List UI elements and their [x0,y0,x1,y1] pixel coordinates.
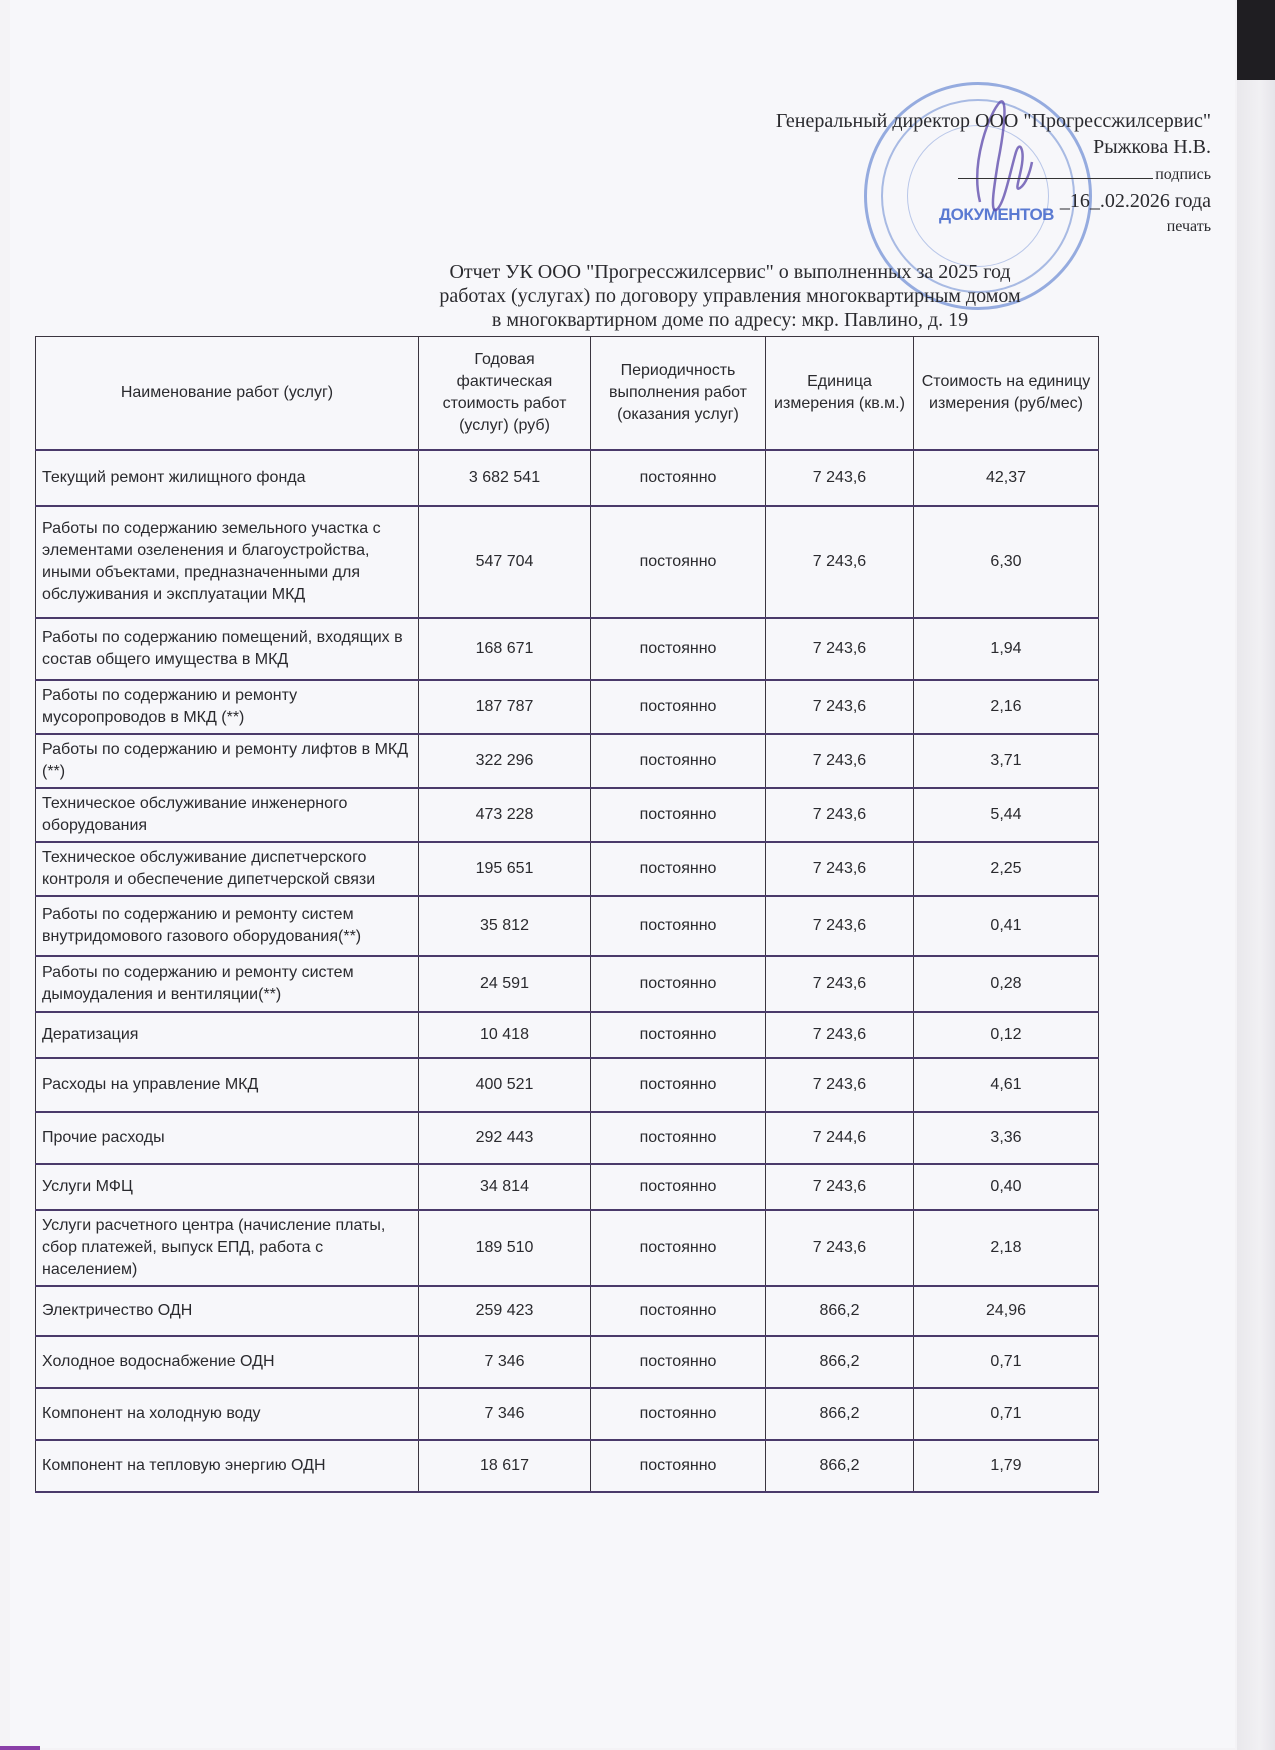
table-row [36,896,1099,956]
table-row [36,1012,1099,1058]
service-name-cell: Прочие расходы [36,1112,419,1164]
annual-cost-cell: 18 617 [419,1440,591,1492]
unit-rate-cell: 0,28 [914,956,1099,1012]
service-name-cell: Техническое обслуживание инженерного оборудования [36,788,419,842]
table-row [36,1112,1099,1164]
annual-cost-cell: 3 682 541 [419,450,591,506]
unit-cell: 7 243,6 [766,506,914,618]
table-row [36,1440,1099,1492]
service-name-cell: Работы по содержанию помещений, входящих в состав общего имущества в МКД [36,618,419,680]
periodicity-cell: постоянно [591,1440,766,1492]
unit-cell: 7 243,6 [766,1210,914,1286]
report-title [360,260,1100,332]
service-name-cell: Услуги МФЦ [36,1164,419,1210]
unit-rate-cell: 24,96 [914,1286,1099,1336]
unit-cell: 7 243,6 [766,450,914,506]
periodicity-cell: постоянно [591,680,766,734]
unit-cell: 866,2 [766,1388,914,1440]
table-row [36,1286,1099,1336]
annual-cost-cell: 189 510 [419,1210,591,1286]
periodicity-cell: постоянно [591,956,766,1012]
periodicity-cell: постоянно [591,1210,766,1286]
table-row [36,1388,1099,1440]
unit-cell: 866,2 [766,1440,914,1492]
column-header-service-name: Наименование работ (услуг) [36,337,419,451]
service-name-cell: Компонент на тепловую энергию ОДН [36,1440,419,1492]
annual-cost-cell: 24 591 [419,956,591,1012]
title-line-2: работах (услугах) по договору управления многоквартирным домом [439,285,1021,307]
periodicity-cell: постоянно [591,734,766,788]
stamp-label: печать [1166,218,1211,235]
annual-cost-cell: 195 651 [419,842,591,896]
stamp-text: ДОКУМЕНТОВ [939,205,1054,224]
service-name-cell: Работы по содержанию земельного участка с элементами озеленения и благоустройства, иными объектами, предназначенными для обслуживания и эксплуатации МКД [36,506,419,618]
column-header-unit-rate: Стоимость на единицу измерения (руб/мес) [914,337,1099,451]
service-name-cell: Текущий ремонт жилищного фонда [36,450,419,506]
annual-cost-cell: 34 814 [419,1164,591,1210]
annual-cost-cell: 35 812 [419,896,591,956]
director-name: Рыжкова Н.В. [1093,136,1211,158]
service-name-cell: Дератизация [36,1012,419,1058]
unit-cell: 7 244,6 [766,1112,914,1164]
services-table [35,336,1099,1493]
unit-cell: 866,2 [766,1336,914,1388]
service-name-cell: Работы по содержанию и ремонту мусоропроводов в МКД (**) [36,680,419,734]
service-name-cell: Работы по содержанию и ремонту систем дымоудаления и вентиляции(**) [36,956,419,1012]
service-name-cell: Работы по содержанию и ремонту систем внутридомового газового оборудования(**) [36,896,419,956]
service-name-cell: Компонент на холодную воду [36,1388,419,1440]
scan-edge [1237,0,1275,1750]
signature-row [776,160,1211,188]
table-row [36,618,1099,680]
unit-rate-cell: 6,30 [914,506,1099,618]
unit-rate-cell: 3,36 [914,1112,1099,1164]
table-row [36,788,1099,842]
table-row [36,1164,1099,1210]
periodicity-cell: постоянно [591,1058,766,1112]
unit-rate-cell: 3,71 [914,734,1099,788]
periodicity-cell: постоянно [591,506,766,618]
unit-rate-cell: 0,71 [914,1388,1099,1440]
periodicity-cell: постоянно [591,896,766,956]
service-name-cell: Расходы на управление МКД [36,1058,419,1112]
periodicity-cell: постоянно [591,1164,766,1210]
annual-cost-cell: 168 671 [419,618,591,680]
annual-cost-cell: 259 423 [419,1286,591,1336]
scan-artifact [0,1746,40,1750]
annual-cost-cell: 187 787 [419,680,591,734]
service-name-cell: Техническое обслуживание диспетчерского контроля и обеспечение дипетчерской связи [36,842,419,896]
periodicity-cell: постоянно [591,1112,766,1164]
annual-cost-cell: 400 521 [419,1058,591,1112]
annual-cost-cell: 473 228 [419,788,591,842]
unit-cell: 7 243,6 [766,1164,914,1210]
unit-cell: 7 243,6 [766,1012,914,1058]
service-name-cell: Работы по содержанию и ремонту лифтов в МКД (**) [36,734,419,788]
periodicity-cell: постоянно [591,618,766,680]
service-name-cell: Холодное водоснабжение ОДН [36,1336,419,1388]
service-name-cell: Электричество ОДН [36,1286,419,1336]
unit-rate-cell: 0,40 [914,1164,1099,1210]
unit-rate-cell: 0,71 [914,1336,1099,1388]
unit-rate-cell: 0,41 [914,896,1099,956]
column-header-annual-cost: Годовая фактическая стоимость работ (услуг) (руб) [419,337,591,451]
scan-edge-shadow [1237,0,1275,80]
title-line-3: в многоквартирном доме по адресу: мкр. Павлино, д. 19 [491,309,969,331]
table-row [36,1336,1099,1388]
table-header-row [36,337,1099,451]
table-row [36,956,1099,1012]
unit-rate-cell: 5,44 [914,788,1099,842]
unit-cell: 7 243,6 [766,788,914,842]
table-row [36,842,1099,896]
unit-rate-cell: 2,25 [914,842,1099,896]
periodicity-cell: постоянно [591,450,766,506]
periodicity-cell: постоянно [591,842,766,896]
unit-cell: 7 243,6 [766,1058,914,1112]
unit-rate-cell: 1,94 [914,618,1099,680]
signature-line [958,160,1153,179]
table-body [36,450,1099,1492]
unit-cell: 7 243,6 [766,680,914,734]
table-row [36,506,1099,618]
annual-cost-cell: 292 443 [419,1112,591,1164]
periodicity-cell: постоянно [591,1286,766,1336]
unit-rate-cell: 4,61 [914,1058,1099,1112]
director-position: Генеральный директор ООО "Прогрессжилсервис" [775,110,1211,132]
periodicity-cell: постоянно [591,1336,766,1388]
annual-cost-cell: 322 296 [419,734,591,788]
unit-cell: 7 243,6 [766,956,914,1012]
annual-cost-cell: 7 346 [419,1336,591,1388]
table-row [36,1210,1099,1286]
unit-rate-cell: 0,12 [914,1012,1099,1058]
unit-rate-cell: 2,16 [914,680,1099,734]
service-name-cell: Услуги расчетного центра (начисление платы, сбор платежей, выпуск ЕПД, работа с населением) [36,1210,419,1286]
unit-rate-cell: 42,37 [914,450,1099,506]
unit-cell: 7 243,6 [766,842,914,896]
table-row [36,680,1099,734]
annual-cost-cell: 10 418 [419,1012,591,1058]
approval-date: _16_.02.2026 года [1059,190,1211,212]
unit-rate-cell: 1,79 [914,1440,1099,1492]
column-header-periodicity: Периодичность выполнения работ (оказания услуг) [591,337,766,451]
periodicity-cell: постоянно [591,788,766,842]
table-row [36,734,1099,788]
title-line-1: Отчет УК ООО "Прогрессжилсервис" о выполненных за 2025 год [449,261,1011,283]
table-row [36,450,1099,506]
annual-cost-cell: 547 704 [419,506,591,618]
unit-cell: 7 243,6 [766,734,914,788]
periodicity-cell: постоянно [591,1012,766,1058]
unit-cell: 7 243,6 [766,896,914,956]
signature-label: подпись [1155,166,1211,183]
periodicity-cell: постоянно [591,1388,766,1440]
table-row [36,1058,1099,1112]
unit-cell: 866,2 [766,1286,914,1336]
column-header-unit: Единица измерения (кв.м.) [766,337,914,451]
unit-rate-cell: 2,18 [914,1210,1099,1286]
approval-block [776,108,1211,240]
annual-cost-cell: 7 346 [419,1388,591,1440]
unit-cell: 7 243,6 [766,618,914,680]
